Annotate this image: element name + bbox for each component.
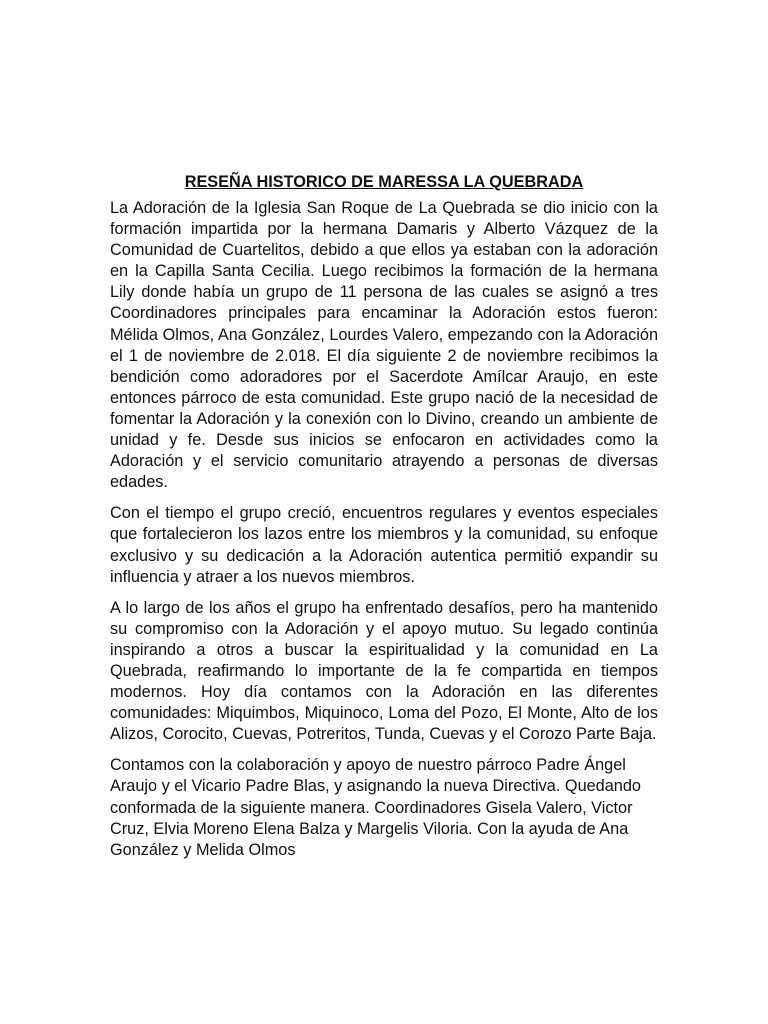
paragraph-new-directive: Contamos con la colaboración y apoyo de nuestro párroco Padre Ángel Araujo y el Vicario Padre Blas, y asignando la nueva Directiva. Quedando conformada de la siguiente manera. Coordinadores Gisela Valero, Victor Cruz, Elvia Moreno Elena Balza y Margelis Viloria. Con la ayuda de Ana González y Melida Olmos: [110, 756, 641, 859]
paragraph-challenges-legacy: A lo largo de los años el grupo ha enfrentado desafíos, pero ha mantenido su compromiso con la Adoración y el apoyo mutuo. Su legado continúa inspirando a otros a buscar la espiritualidad y la comunidad en La Quebrada, reafirmando lo importante de la fe compartida en tiempos modernos. Hoy día contamos con la Adoración en las diferentes comunidades: Miquimbos, Miquinoco, Loma del Pozo, El Monte, Alto de los Alizos, Corocito, Cuevas, Potreritos, Tunda, Cuevas y el Corozo Parte Baja.: [110, 598, 658, 744]
document-title: RESEÑA HISTORICO DE MARESSA LA QUEBRADA: [184, 173, 584, 191]
paragraph-history-origin: La Adoración de la Iglesia San Roque de La Quebrada se dio inicio con la formación impartida por la hermana Damaris y Alberto Vázquez de la Comunidad de Cuartelitos, debido a que ellos ya estaban con la adoración en la Capilla Santa Cecilia. Luego recibimos la formación de la hermana Lily donde había un grupo de 11 persona de las cuales se asignó a tres Coordinadores principales para encaminar la Adoración estos fueron: Mélida Olmos, Ana González, Lourdes Valero, empezando con la Adoración el 1 de noviembre de 2.018. El día siguiente 2 de noviembre recibimos la bendición como adoradores por el Sacerdote Amílcar Araujo, en este entonces párroco de esta comunidad. Este grupo nació de la necesidad de fomentar la Adoración y la conexión con lo Divino, creando un ambiente de unidad y fe. Desde sus inicios se enfocaron en actividades como la Adoración y el servicio comunitario atrayendo a personas de diversas edades.: [110, 199, 658, 492]
paragraph-group-growth: Con el tiempo el grupo creció, encuentros regulares y eventos especiales que fortalecieron los lazos entre los miembros y la comunidad, su enfoque exclusivo y su dedicación a la Adoración autentica permitió expandir su influencia y atraer a los nuevos miembros.: [110, 504, 658, 586]
document-body: [110, 172, 658, 871]
